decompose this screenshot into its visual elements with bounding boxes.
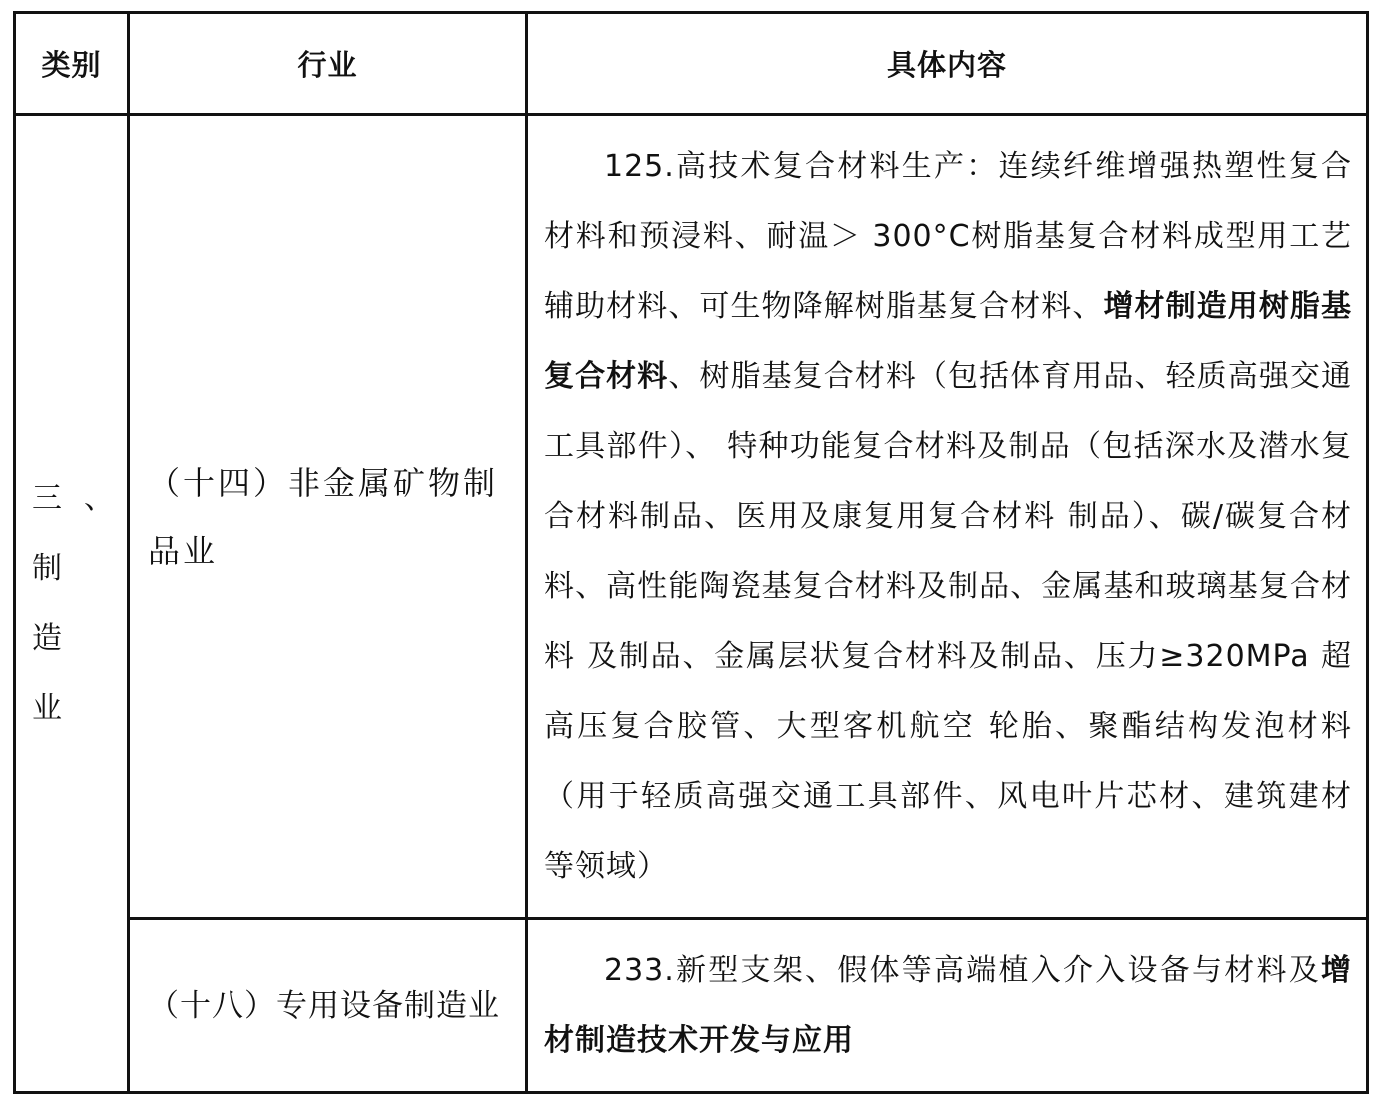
industry-cell: （十八）专用设备制造业: [129, 919, 527, 1093]
content-bold-text: 增材制造用树脂基复合材料: [544, 288, 1353, 394]
table-row: [15, 919, 1368, 1093]
header-category: 类别: [15, 13, 129, 115]
content-text: 125.高技术复合材料生产：连续纤维增强热塑性复合材料和预浸料、耐温＞ 300°C树脂基复合材料成型用工艺辅助材料、可生物降解树脂基复合材料、: [544, 148, 1352, 324]
header-content: 具体内容: [527, 13, 1368, 115]
content-paragraph: [544, 936, 1352, 1076]
content-bold-text: 增材制造技术开发与应用: [544, 952, 1352, 1058]
content-paragraph: [544, 132, 1352, 902]
category-cell: 三、制造业: [15, 115, 129, 1093]
content-text: 233.新型支架、假体等高端植入介入设备与材料及: [604, 952, 1321, 988]
table-header-row: [15, 13, 1368, 115]
content-text: 、树脂基复合材料（包括体育用品、轻质高强交通工具部件）、 特种功能复合材料及制品（包括深水及潜水复合材料制品、医用及康复用复合材料 制品）、碳/碳复合材料、高性能陶瓷基复合材料及制品、金属基和玻璃基复合材料 及制品、金属层状复合材料及制品、压力≥320MPa 超高压复合胶管、大型客机航空 轮胎、聚酯结构发泡材料（用于轻质高强交通工具部件、风电叶片芯材、建筑建材 等领域）: [544, 358, 1353, 884]
table-row: [15, 115, 1368, 919]
industry-cell: （十四）非金属矿物制品业: [129, 115, 527, 919]
content-cell: [527, 115, 1368, 919]
catalog-table: [13, 11, 1369, 1094]
content-cell: [527, 919, 1368, 1093]
header-industry: 行业: [129, 13, 527, 115]
